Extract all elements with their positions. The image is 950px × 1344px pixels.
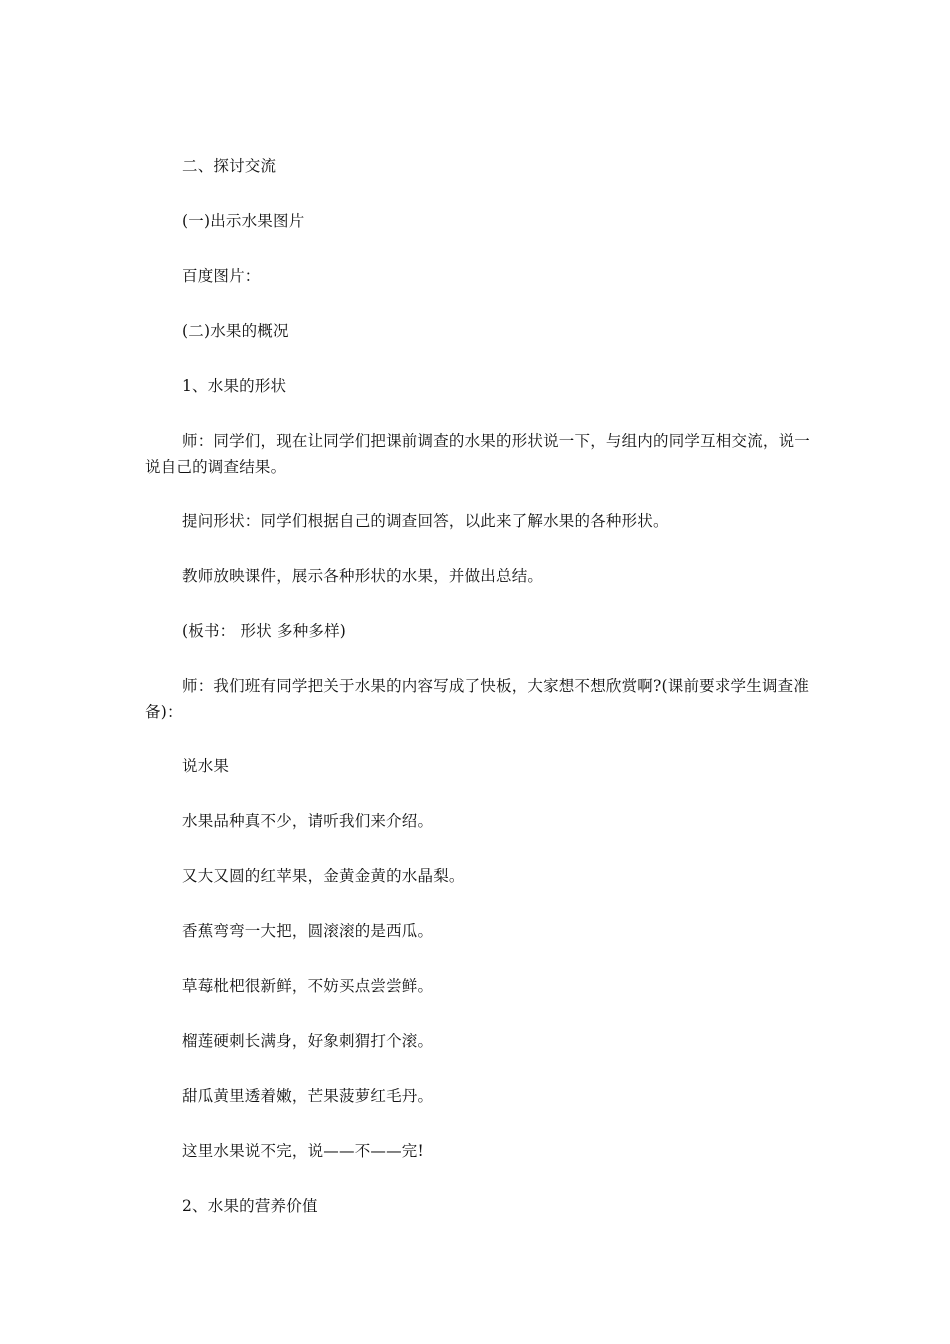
poem-line: 这里水果说不完，说——不——完!	[182, 1142, 424, 1160]
item-heading: 1、水果的形状	[182, 377, 287, 395]
poem-line: 榴莲硬刺长满身，好象刺猬打个滚。	[182, 1032, 434, 1050]
subsection-heading: (二)水果的概况	[182, 322, 289, 340]
item-heading: 2、水果的营养价值	[182, 1197, 318, 1215]
paragraph: 提问形状：同学们根据自己的调查回答，以此来了解水果的各种形状。	[182, 512, 669, 530]
poem-line: 水果品种真不少，请听我们来介绍。	[182, 812, 434, 830]
paragraph: 百度图片：	[182, 267, 261, 285]
paragraph: 师：我们班有同学把关于水果的内容写成了快板，大家想不想欣赏啊?(课前要求学生调查准备)：	[145, 677, 810, 721]
poem-line: 香蕉弯弯一大把，圆滚滚的是西瓜。	[182, 922, 434, 940]
poem-line: 又大又圆的红苹果，金黄金黄的水晶梨。	[182, 867, 465, 885]
poem-line: 甜瓜黄里透着嫩，芒果菠萝红毛丹。	[182, 1087, 434, 1105]
board-note: (板书： 形状 多种多样)	[182, 622, 347, 640]
poem-line: 草莓枇杷很新鲜，不妨买点尝尝鲜。	[182, 977, 434, 995]
poem-title: 说水果	[182, 757, 230, 775]
paragraph: 师：同学们，现在让同学们把课前调查的水果的形状说一下，与组内的同学互相交流，说一说自己的调查结果。	[145, 432, 811, 476]
paragraph: 教师放映课件，展示各种形状的水果，并做出总结。	[182, 567, 544, 585]
section-heading: 二、探讨交流	[182, 157, 277, 175]
document-page	[145, 0, 810, 1344]
subsection-heading: (一)出示水果图片	[182, 212, 305, 230]
